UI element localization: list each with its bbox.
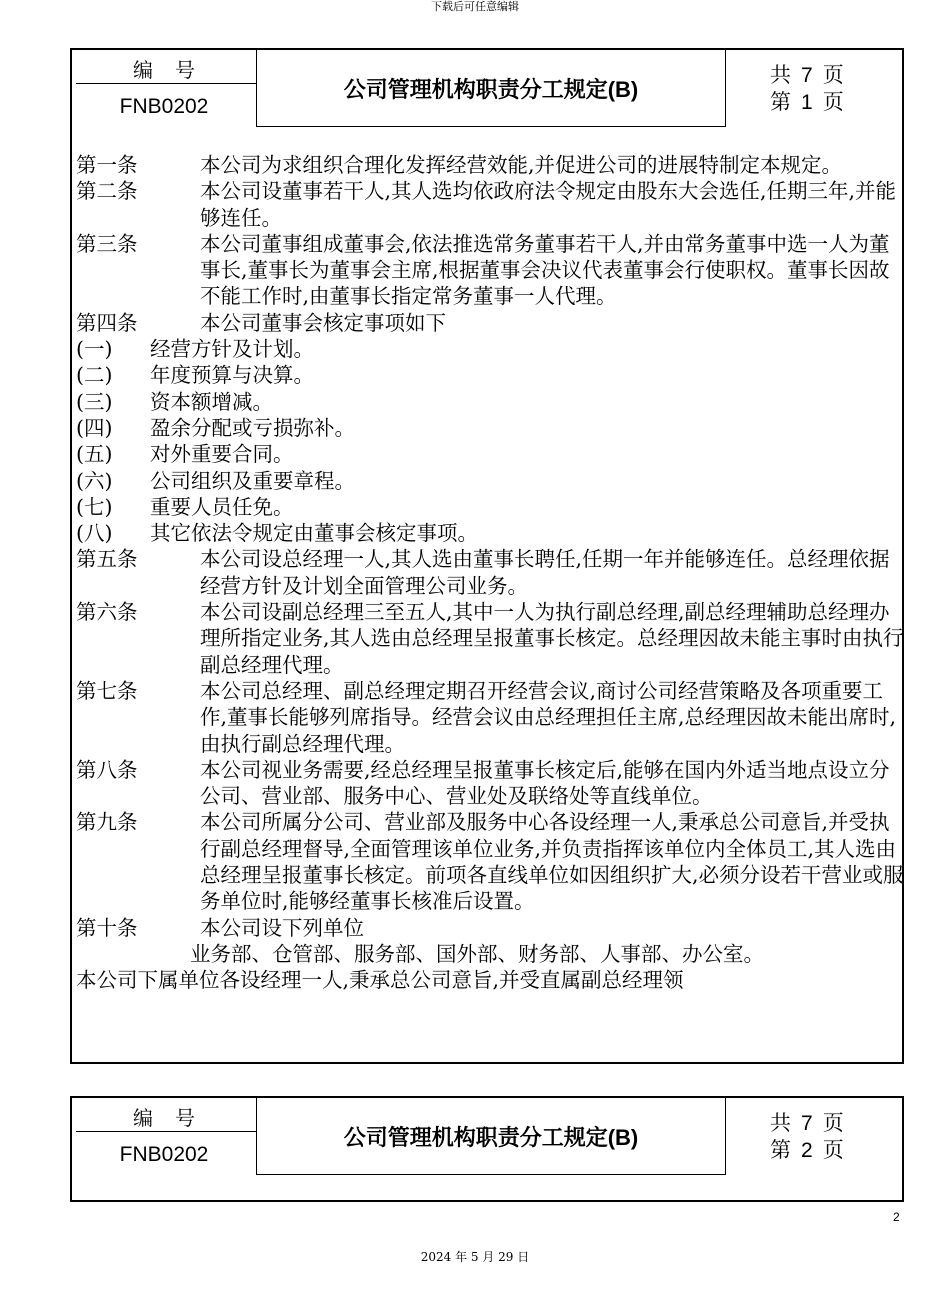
article-label: 第六条 <box>76 600 138 625</box>
code-divider <box>76 1131 256 1132</box>
article-text: 本公司为求组织合理化发挥经营效能,并促进公司的进展特制定本规定。 <box>200 153 843 177</box>
page-count <box>770 1110 844 1164</box>
code-label: 编号 <box>133 58 217 82</box>
article-text: 本公司所属分公司、营业部及服务中心各设经理一人,秉承总公司意旨,并受执行副总经理督导,全面管理该单位业务,并负责指挥该单位内全体员工,其人选由总经理呈报董事长核定。前项各直线单位如因组织扩大,必须分设若干营业或服务单位时,能够经董事长核准后设置。 <box>200 810 904 914</box>
article <box>76 599 904 678</box>
article <box>76 310 904 336</box>
page-1-frame <box>70 48 904 1064</box>
article-label: 第九条 <box>76 810 138 835</box>
article-label: 第三条 <box>76 231 138 256</box>
document-body <box>76 152 904 994</box>
total-pages: 7 <box>801 64 813 87</box>
list-item <box>76 415 904 441</box>
total-prefix: 共 <box>770 63 791 87</box>
article-label: 第五条 <box>76 547 138 572</box>
article-text: 本公司董事组成董事会,依法推选常务董事若干人,并由常务董事中选一人为董事长,董事长为董事会主席,根据董事会决议代表董事会行使职权。董事长因故不能工作时,由董事长指定常务董事一人代理。 <box>200 231 890 309</box>
item-text: 经营方针及计划。 <box>150 337 314 362</box>
item-label: (七) <box>76 494 113 519</box>
item-label: (五) <box>76 442 113 467</box>
article-label: 第八条 <box>76 757 138 782</box>
article-text: 本公司设下列单位 <box>200 915 364 940</box>
article-label: 第七条 <box>76 678 138 703</box>
current-prefix: 第 <box>770 90 791 114</box>
list-item <box>76 362 904 388</box>
article-text: 本公司视业务需要,经总经理呈报董事长核定后,能够在国内外适当地点设立分公司、营业部、服务中心、营业处及联络处等直线单位。 <box>200 757 890 809</box>
article-text: 本公司总经理、副总经理定期召开经营会议,商讨公司经营策略及各项重要工作,董事长能够列席指导。经营会议由总经理担任主席,总经理因故未能出席时,由执行副总经理代理。 <box>200 678 897 756</box>
document-code: FNB0202 <box>119 1143 209 1166</box>
document-header <box>72 1098 902 1176</box>
list-item <box>76 468 904 494</box>
article <box>76 678 904 757</box>
page-number: 2 <box>893 1210 900 1224</box>
article <box>76 152 904 178</box>
document-title: 公司管理机构职责分工规定(B) <box>256 50 726 127</box>
item-label: (一) <box>76 337 113 362</box>
list-item <box>76 336 904 362</box>
item-label: (四) <box>76 415 113 440</box>
article-text: 本公司设副总经理三至五人,其中一人为执行副总经理,副总经理辅助总经理办理所指定业务,其人选由总经理呈报董事长核定。总经理因故未能主事时由执行副总经理代理。 <box>200 600 904 677</box>
item-text: 年度预算与决算。 <box>150 363 314 388</box>
item-label: (八) <box>76 521 113 546</box>
code-divider <box>76 83 256 84</box>
current-page: 1 <box>801 91 813 114</box>
article <box>76 915 904 941</box>
article-text: 本公司设总经理一人,其人选由董事长聘任,任期一年并能够连任。总经理依据经营方针及计划全面管理公司业务。 <box>200 547 890 598</box>
list-item <box>76 520 904 546</box>
article-label: 第四条 <box>76 310 138 335</box>
article-label: 第二条 <box>76 179 138 204</box>
item-label: (二) <box>76 363 113 388</box>
document-code: FNB0202 <box>119 95 209 118</box>
page-suffix: 页 <box>822 1111 844 1135</box>
article-text: 本公司董事会核定事项如下 <box>200 310 446 335</box>
units-line: 业务部、仓管部、服务部、国外部、财务部、人事部、办公室。 <box>190 941 764 966</box>
item-text: 对外重要合同。 <box>150 442 294 467</box>
item-text: 公司组织及重要章程。 <box>150 468 355 493</box>
total-prefix: 共 <box>770 1111 791 1135</box>
article <box>76 809 904 914</box>
top-note: 下载后可任意编辑 <box>431 0 519 13</box>
current-page: 2 <box>801 1139 813 1162</box>
page-suffix: 页 <box>822 1138 844 1162</box>
article <box>76 178 904 231</box>
document-header <box>72 50 902 128</box>
last-line: 本公司下属单位各设经理一人,秉承总公司意旨,并受直属副总经理领 <box>76 968 684 993</box>
page-2-frame <box>70 1096 904 1202</box>
list-item <box>76 441 904 467</box>
item-label: (三) <box>76 389 113 414</box>
page-count <box>770 62 844 116</box>
total-pages: 7 <box>801 1112 813 1135</box>
article-text: 本公司设董事若干人,其人选均依政府法令规定由股东大会选任,任期三年,并能够连任。 <box>200 179 897 230</box>
article <box>76 757 904 810</box>
article-label: 第一条 <box>76 153 138 177</box>
page-suffix: 页 <box>822 63 844 87</box>
page-suffix: 页 <box>822 90 844 114</box>
code-label: 编号 <box>133 1106 217 1130</box>
article <box>76 231 904 310</box>
item-text: 资本额增减。 <box>150 389 273 414</box>
list-item <box>76 389 904 415</box>
item-text: 盈余分配或亏损弥补。 <box>150 415 355 440</box>
current-prefix: 第 <box>770 1138 791 1162</box>
document-title: 公司管理机构职责分工规定(B) <box>256 1098 726 1175</box>
item-text: 重要人员任免。 <box>150 494 294 519</box>
list-item <box>76 494 904 520</box>
item-text: 其它依法令规定由董事会核定事项。 <box>150 521 478 546</box>
article-label: 第十条 <box>76 915 138 940</box>
article <box>76 546 904 599</box>
footer-date: 2024 年 5 月 29 日 <box>420 1250 530 1264</box>
item-label: (六) <box>76 468 113 493</box>
